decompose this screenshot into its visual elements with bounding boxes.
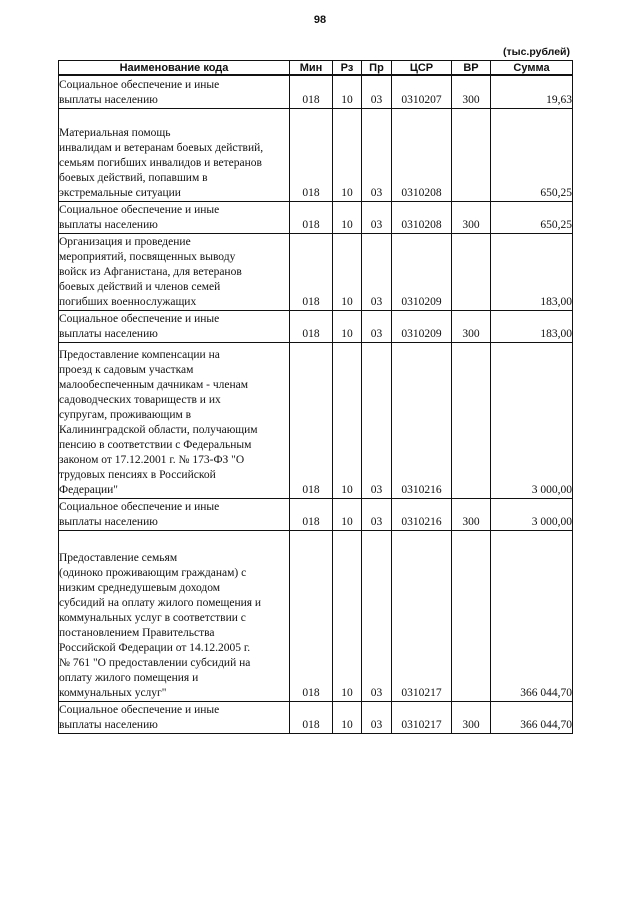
- row-csr: 0310208: [392, 108, 452, 201]
- row-min: 018: [290, 342, 333, 498]
- budget-table: [58, 60, 573, 734]
- header-rz: Рз: [333, 61, 362, 76]
- row-name: Предоставление семьям (одиноко проживающим гражданам) с низким среднедушевым доходом субсидий на оплату жилого помещения и коммунальных услуг в соответствии с постановлением Правительства Российской Федерации от 14.12.2005 г. № 761 "О предоставлении субсидий на оплату жилого помещения и коммунальных услуг": [59, 530, 290, 701]
- row-pr: 03: [362, 342, 392, 498]
- header-name: Наименование кода: [59, 61, 290, 76]
- row-sum: 650,25: [491, 201, 573, 233]
- row-pr: 03: [362, 498, 392, 530]
- table-row: [59, 233, 573, 310]
- row-vr: [452, 108, 491, 201]
- row-sum: 3 000,00: [491, 498, 573, 530]
- row-rz: 10: [333, 201, 362, 233]
- row-vr: [452, 342, 491, 498]
- row-sum: 650,25: [491, 108, 573, 201]
- header-min: Мин: [290, 61, 333, 76]
- row-min: 018: [290, 701, 333, 733]
- row-pr: 03: [362, 233, 392, 310]
- row-vr: 300: [452, 498, 491, 530]
- table-row: [59, 108, 573, 201]
- page-number: 98: [313, 14, 327, 26]
- row-rz: 10: [333, 233, 362, 310]
- row-sum: 366 044,70: [491, 530, 573, 701]
- row-sum: 366 044,70: [491, 701, 573, 733]
- row-rz: 10: [333, 310, 362, 342]
- table-row: [59, 310, 573, 342]
- header-pr: Пр: [362, 61, 392, 76]
- row-rz: 10: [333, 701, 362, 733]
- row-sum: 183,00: [491, 233, 573, 310]
- header-vr: ВР: [452, 61, 491, 76]
- table-header-row: [59, 61, 573, 76]
- table-body: [59, 75, 573, 733]
- row-rz: 10: [333, 498, 362, 530]
- row-pr: 03: [362, 530, 392, 701]
- table-row: [59, 530, 573, 701]
- row-sum: 19,63: [491, 75, 573, 108]
- table-row: [59, 498, 573, 530]
- row-min: 018: [290, 498, 333, 530]
- row-vr: 300: [452, 75, 491, 108]
- row-min: 018: [290, 530, 333, 701]
- row-pr: 03: [362, 201, 392, 233]
- row-sum: 183,00: [491, 310, 573, 342]
- row-pr: 03: [362, 108, 392, 201]
- row-rz: 10: [333, 108, 362, 201]
- row-min: 018: [290, 201, 333, 233]
- row-csr: 0310217: [392, 530, 452, 701]
- row-rz: 10: [333, 342, 362, 498]
- row-min: 018: [290, 233, 333, 310]
- row-pr: 03: [362, 701, 392, 733]
- row-sum: 3 000,00: [491, 342, 573, 498]
- row-vr: [452, 233, 491, 310]
- row-csr: 0310209: [392, 233, 452, 310]
- row-rz: 10: [333, 530, 362, 701]
- row-csr: 0310217: [392, 701, 452, 733]
- row-name: Предоставление компенсации на проезд к садовым участкам малообеспеченным дачникам - членам садоводческих товариществ и их супругам, проживающим в Калининградской области, получающим пенсию в соответствии с Федеральным законом от 17.12.2001 г. № 173-ФЗ "О трудовых пенсиях в Российской Федерации": [59, 342, 290, 498]
- row-min: 018: [290, 108, 333, 201]
- row-vr: [452, 530, 491, 701]
- row-name: Социальное обеспечение и иные выплаты населению: [59, 201, 290, 233]
- row-vr: 300: [452, 310, 491, 342]
- row-name: Социальное обеспечение и иные выплаты населению: [59, 310, 290, 342]
- row-vr: 300: [452, 201, 491, 233]
- row-csr: 0310208: [392, 201, 452, 233]
- row-csr: 0310209: [392, 310, 452, 342]
- table-row: [59, 701, 573, 733]
- row-csr: 0310216: [392, 498, 452, 530]
- row-name: Организация и проведение мероприятий, посвященных выводу войск из Афганистана, для ветеранов боевых действий и членов семей погибших военнослужащих: [59, 233, 290, 310]
- row-name: Социальное обеспечение и иные выплаты населению: [59, 498, 290, 530]
- header-csr: ЦСР: [392, 61, 452, 76]
- row-name: Социальное обеспечение и иные выплаты населению: [59, 701, 290, 733]
- row-min: 018: [290, 310, 333, 342]
- row-csr: 0310207: [392, 75, 452, 108]
- units-note: (тыс.рублей): [502, 46, 570, 58]
- row-rz: 10: [333, 75, 362, 108]
- row-name: Социальное обеспечение и иные выплаты населению: [59, 75, 290, 108]
- table-row: [59, 201, 573, 233]
- row-min: 018: [290, 75, 333, 108]
- table-row: [59, 75, 573, 108]
- row-csr: 0310216: [392, 342, 452, 498]
- header-sum: Сумма: [491, 61, 573, 76]
- table-row: [59, 342, 573, 498]
- row-name: Материальная помощь инвалидам и ветеранам боевых действий, семьям погибших инвалидов и ветеранов боевых действий, попавшим в экстремальные ситуации: [59, 108, 290, 201]
- row-pr: 03: [362, 310, 392, 342]
- row-pr: 03: [362, 75, 392, 108]
- row-vr: 300: [452, 701, 491, 733]
